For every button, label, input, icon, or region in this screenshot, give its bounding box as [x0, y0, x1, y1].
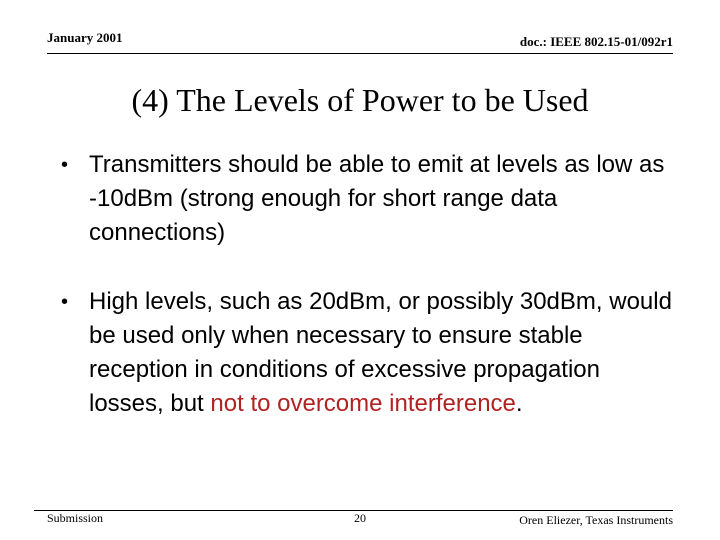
header-divider: [47, 53, 673, 54]
header-document-id: doc.: IEEE 802.15-01/092r1: [519, 34, 673, 49]
bullet-ending-punctuation: .: [515, 390, 523, 417]
footer-page-number: 20: [354, 511, 366, 525]
bullet-text-transmitters: Transmitters should be able to emit at levels as low as -10dBm (strong enough for short range data connections): [89, 151, 665, 246]
bullet-list: [61, 148, 681, 421]
footer-author: Oren Eliezer, Texas Instruments: [519, 513, 673, 527]
bullet-emphasis-text: not to overcome interference: [210, 390, 516, 417]
header-date: January 2001: [47, 30, 123, 45]
bullet-item-high-levels: [61, 285, 681, 421]
bullet-marker: •: [61, 154, 69, 176]
slide-title: (4) The Levels of Power to be Used: [131, 82, 589, 118]
footer-submission-label: Submission: [47, 511, 104, 525]
bullet-item-transmitters: [61, 148, 681, 250]
bullet-text-high-levels: High levels, such as 20dBm, or possibly 30dBm, would be used only when necessary to ensure stable reception in conditions of excessive propagation losses, but: [89, 288, 672, 417]
bullet-marker: •: [61, 291, 69, 313]
